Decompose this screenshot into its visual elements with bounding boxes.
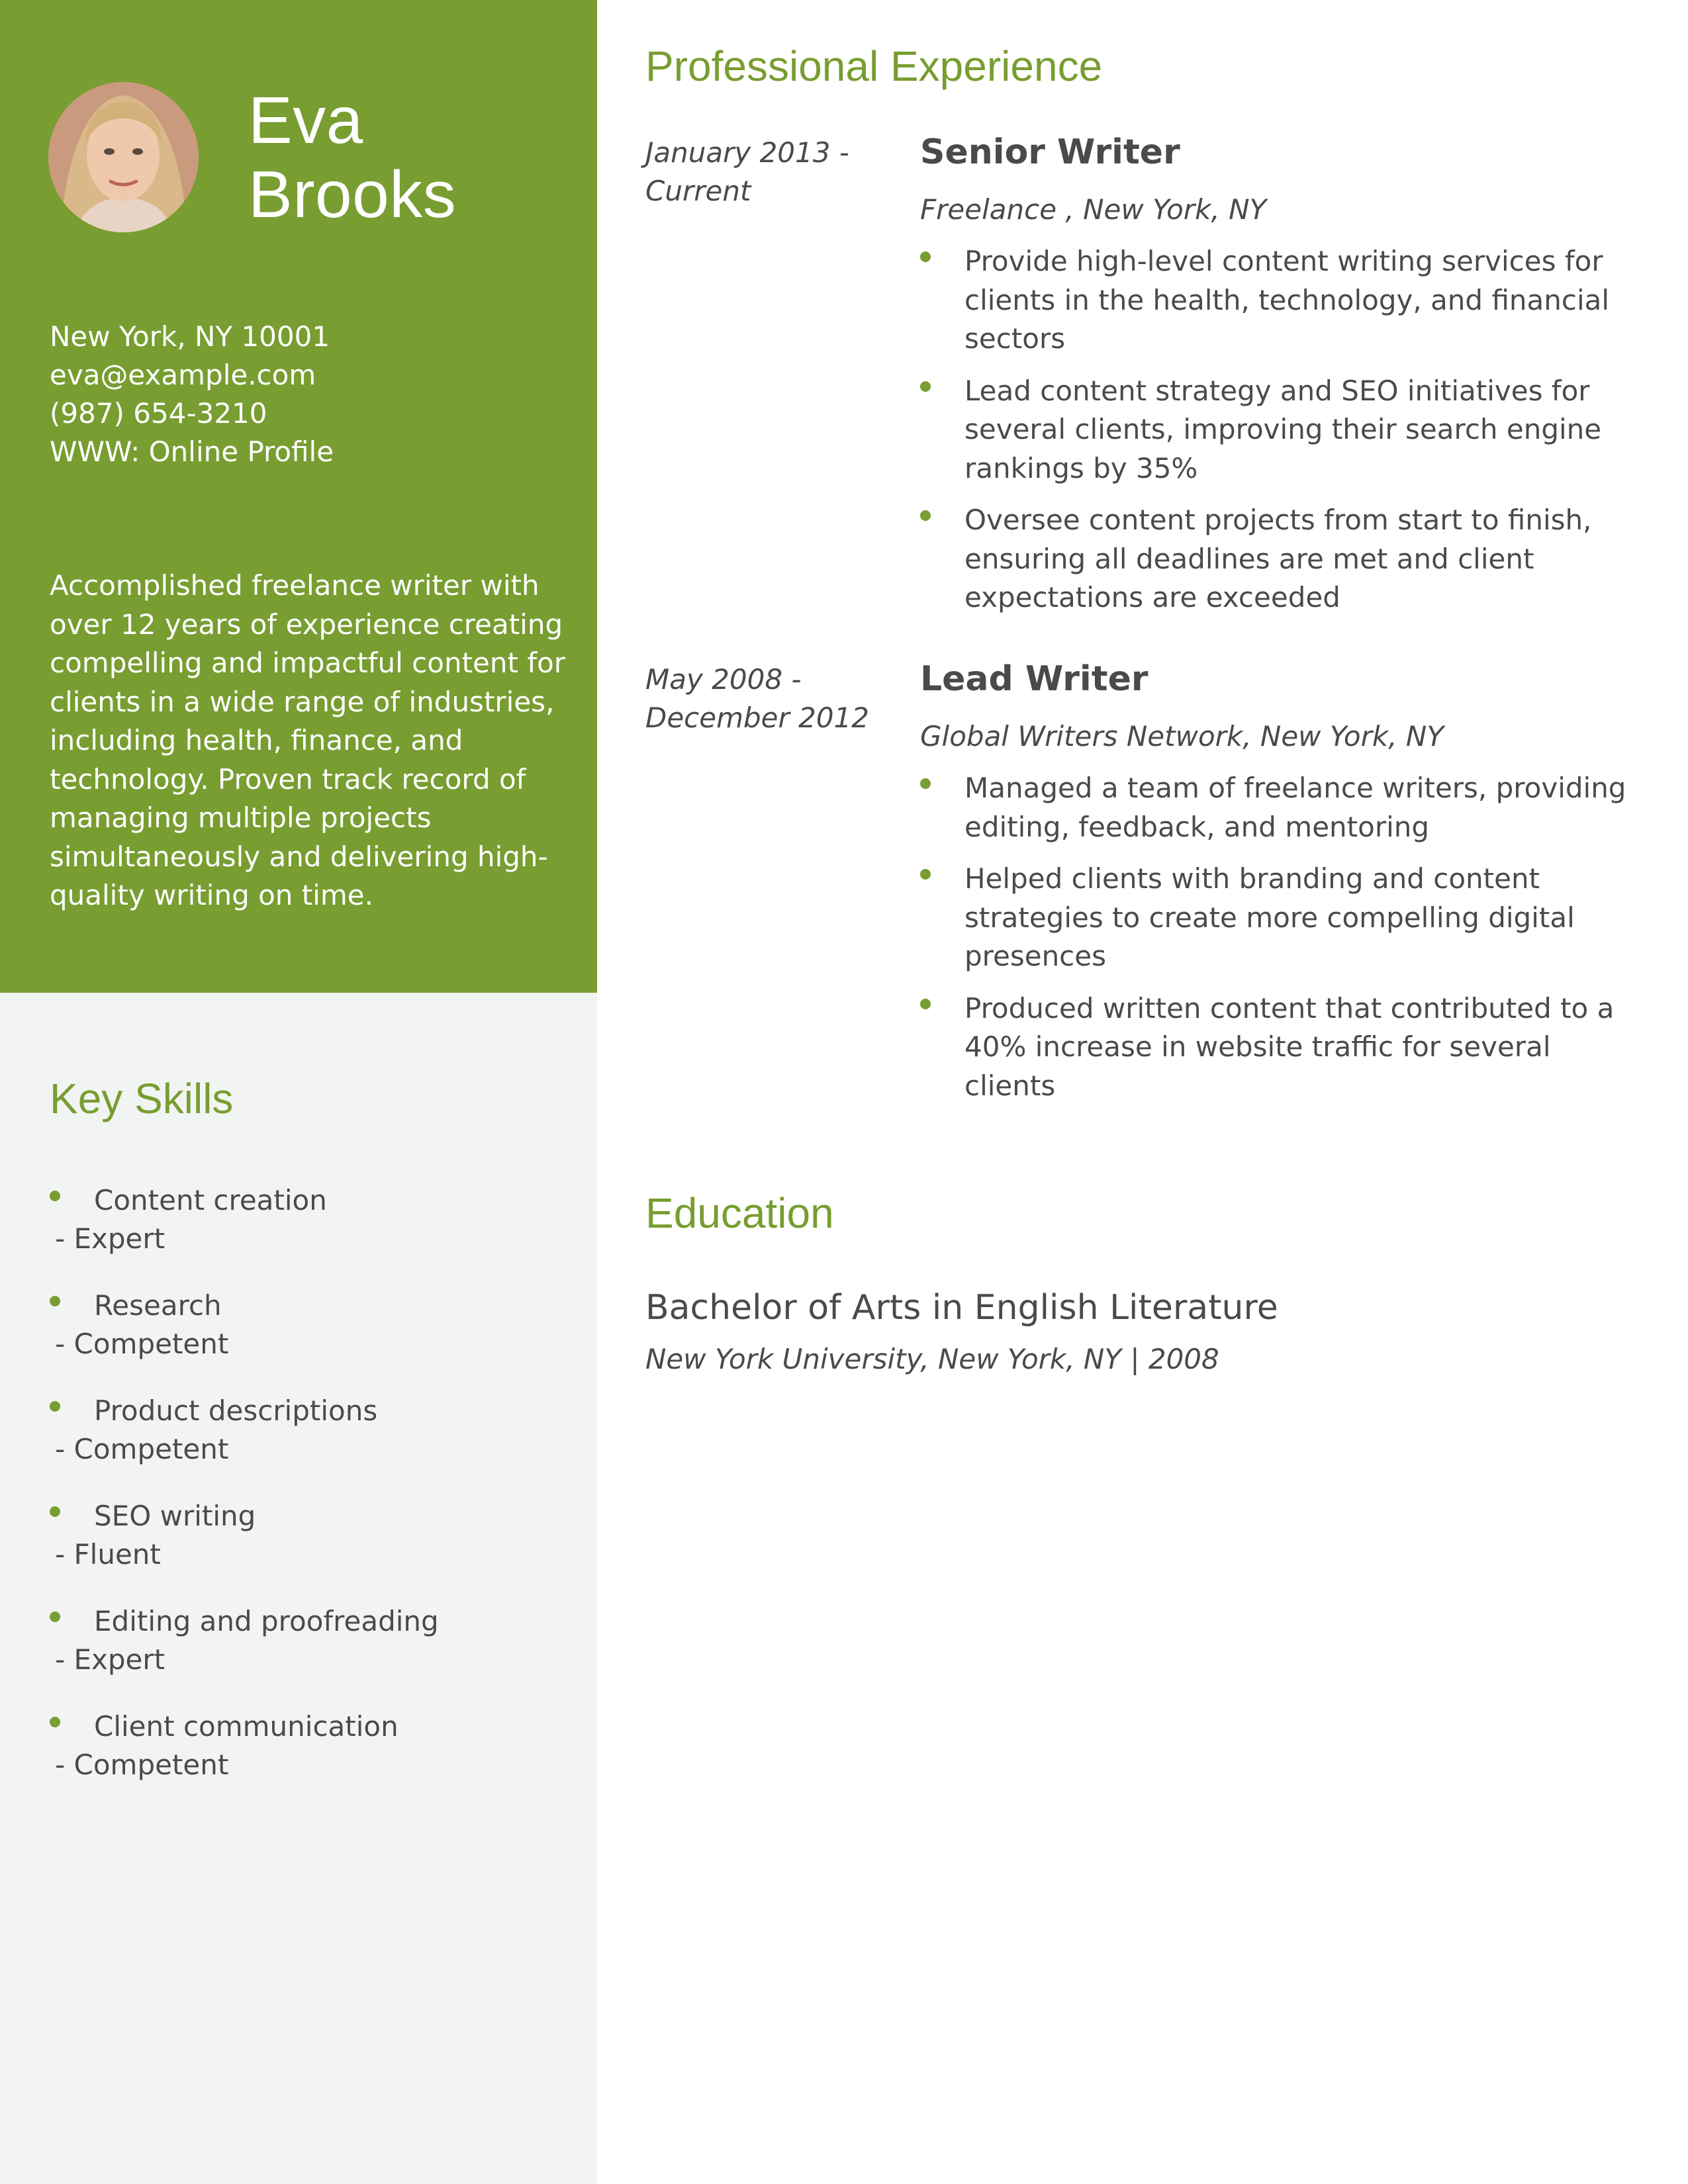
skill-level: - Expert [55, 1643, 165, 1676]
job-bullet [920, 501, 1635, 617]
experience-heading: Professional Experience [645, 42, 1103, 90]
contact-info [50, 318, 566, 471]
bullet-icon [920, 251, 931, 262]
skill-item [50, 1392, 566, 1497]
job-organization: Global Writers Network, New York, NY [920, 720, 1444, 752]
job-bullet-text: Managed a team of freelance writers, providing editing, feedback, and mentoring [964, 772, 1626, 843]
job-bullet [920, 989, 1635, 1106]
job-bullet-text: Lead content strategy and SEO initiatives for several clients, improving their search engine rankings by 35% [964, 374, 1602, 484]
education-degree: Bachelor of Arts in English Literature [645, 1288, 1278, 1328]
job-bullet-text: Helped clients with branding and content strategies to create more compelling digital presences [964, 862, 1575, 972]
bullet-icon [920, 999, 931, 1009]
job-title: Lead Writer [920, 659, 1149, 699]
contact-phone[interactable]: (987) 654-3210 [50, 397, 267, 430]
bullet-icon [50, 1717, 60, 1727]
avatar [48, 82, 199, 232]
skill-name: Editing and proofreading [94, 1605, 439, 1637]
job-bullet-text: Produced written content that contributed to a 40% increase in website traffic for several clients [964, 991, 1615, 1102]
job-bullet [920, 860, 1635, 976]
job-title: Senior Writer [920, 132, 1180, 172]
bullet-icon [50, 1296, 60, 1306]
skills-list [50, 1181, 566, 1813]
bullet-icon [50, 1191, 60, 1201]
skill-level: - Competent [55, 1328, 229, 1360]
skill-level: - Competent [55, 1433, 229, 1465]
bullet-icon [920, 869, 931, 880]
job-dates: January 2013 - Current [645, 136, 849, 207]
bullet-icon [50, 1506, 60, 1517]
bullet-icon [920, 510, 931, 521]
first-name: Eva [248, 83, 363, 158]
skill-item [50, 1287, 566, 1392]
skill-level: - Competent [55, 1749, 229, 1781]
skill-item [50, 1497, 566, 1602]
portrait-photo [48, 82, 199, 232]
job-bullet [920, 242, 1635, 359]
job-bullet-text: Provide high-level content writing services for clients in the health, technology, and financial sectors [964, 245, 1610, 355]
last-name: Brooks [248, 158, 457, 232]
professional-summary: Accomplished freelance writer with over 12 years of experience creating compelling and impactful content for clients in a wide range of industries, including health, finance, and technology. Proven track record of managing multiple projects simultaneously and delivering high-quality writing on time. [50, 569, 566, 911]
job-dates: May 2008 - December 2012 [645, 663, 870, 734]
skill-name: Research [94, 1289, 222, 1322]
job-organization: Freelance , New York, NY [920, 193, 1267, 226]
contact-email[interactable]: eva@example.com [50, 359, 316, 391]
skill-name: Content creation [94, 1184, 327, 1216]
candidate-name [248, 83, 579, 232]
bullet-icon [50, 1612, 60, 1622]
skill-level: - Expert [55, 1222, 165, 1255]
job-bullet-text: Oversee content projects from start to finish, ensuring all deadlines are met and client expectations are exceeded [964, 504, 1592, 614]
job-bullet [920, 372, 1635, 488]
bullet-icon [920, 778, 931, 789]
contact-address: New York, NY 10001 [50, 320, 330, 353]
skill-item [50, 1602, 566, 1707]
skill-name: Client communication [94, 1710, 399, 1743]
job-bullet [920, 769, 1635, 846]
bullet-icon [50, 1401, 60, 1412]
education-school: New York University, New York, NY | 2008 [645, 1343, 1219, 1375]
job-bullets [920, 769, 1635, 1118]
skill-item [50, 1181, 566, 1287]
skill-name: Product descriptions [94, 1394, 378, 1427]
skills-heading: Key Skills [50, 1075, 234, 1122]
job-bullets [920, 242, 1635, 631]
education-heading: Education [645, 1189, 834, 1237]
bullet-icon [920, 381, 931, 392]
skill-level: - Fluent [55, 1538, 161, 1570]
skill-item [50, 1707, 566, 1813]
contact-website[interactable]: WWW: Online Profile [50, 435, 334, 468]
skill-name: SEO writing [94, 1500, 256, 1532]
